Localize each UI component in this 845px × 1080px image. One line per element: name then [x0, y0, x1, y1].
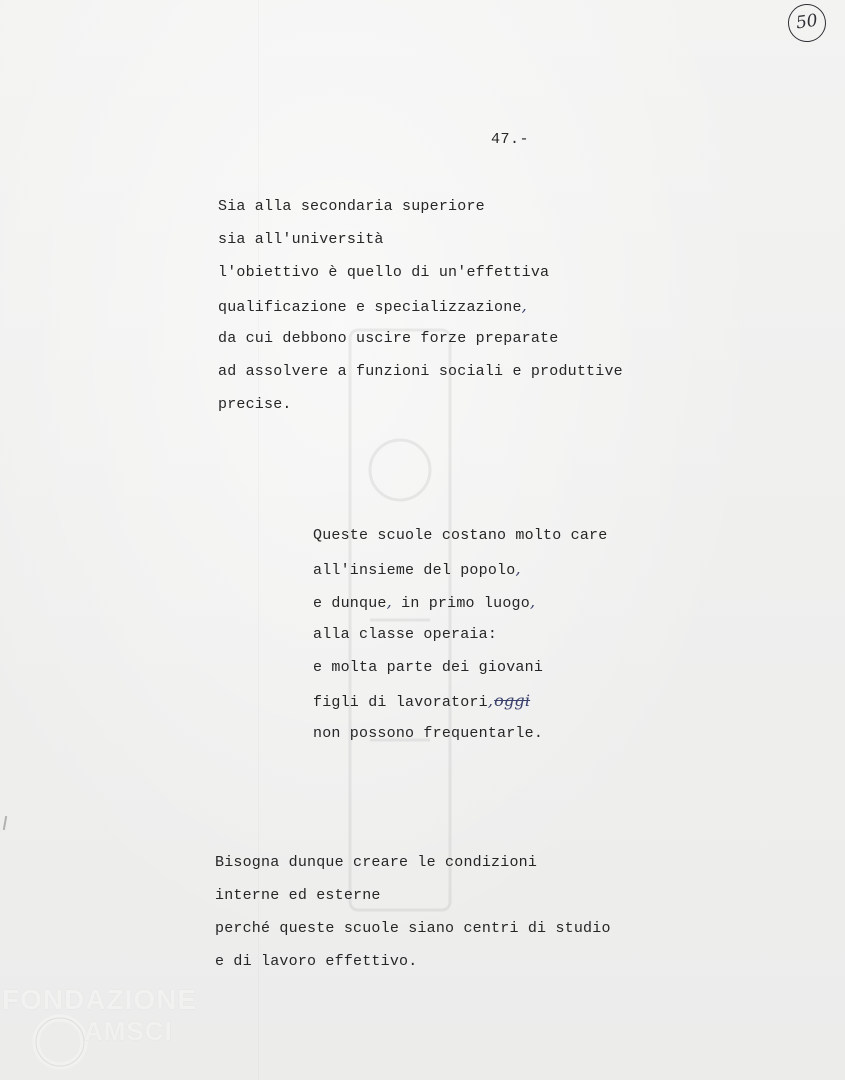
paragraph-line: non possono frequentarle.	[313, 725, 544, 742]
paragraph-line: Sia alla secondaria superiore	[218, 198, 485, 215]
paragraph-line: l'obiettivo è quello di un'effettiva	[218, 264, 550, 281]
page-number: 47.-	[491, 131, 530, 148]
paragraph-line	[313, 552, 607, 585]
fondazione-gramsci-watermark	[0, 984, 230, 1074]
paragraph-line: interne ed esterne	[215, 887, 381, 904]
paragraph-2	[313, 519, 607, 750]
paragraph-line: Bisogna dunque creare le condizioni	[215, 854, 538, 871]
handwritten-comma: ,	[386, 592, 392, 611]
paragraph-line: precise.	[218, 396, 292, 413]
archive-page-number-circled: 50	[786, 2, 829, 45]
watermark-line-1: FONDAZIONE	[2, 984, 198, 1015]
paragraph-line: alla classe operaia:	[313, 626, 498, 643]
paragraph-line: ad assolvere a funzioni sociali e produttive	[218, 363, 623, 380]
paragraph-line	[313, 585, 607, 618]
line-text: e dunque	[313, 595, 387, 612]
paragraph-line	[313, 684, 607, 717]
paragraph-line: Queste scuole costano molto care	[313, 527, 608, 544]
paragraph-line: da cui debbono uscire forze preparate	[218, 330, 559, 347]
handwritten-struck-word: oggi	[494, 691, 531, 710]
line-text: qualificazione e specializzazione	[218, 299, 522, 316]
handwritten-comma: ,	[487, 691, 494, 710]
line-text: figli di lavoratori	[313, 694, 488, 711]
watermark-line-2: AMSCI	[84, 1016, 173, 1046]
line-text: all'insieme del popolo	[313, 562, 516, 579]
paragraph-line: sia all'università	[218, 231, 384, 248]
margin-pencil-mark	[3, 816, 7, 830]
paragraph-line: e molta parte dei giovani	[313, 659, 544, 676]
watermark-g-logo-icon	[30, 1012, 90, 1072]
handwritten-comma: ,	[529, 592, 536, 611]
paragraph-line: e di lavoro effettivo.	[215, 953, 418, 970]
line-text: in primo luogo	[391, 595, 530, 612]
paragraph-3	[215, 846, 611, 978]
paragraph-line	[218, 289, 623, 322]
handwritten-comma: ,	[521, 296, 527, 315]
paragraph-1	[218, 190, 623, 421]
paragraph-line: perché queste scuole siano centri di studio	[215, 920, 611, 937]
handwritten-comma: ,	[515, 559, 521, 578]
